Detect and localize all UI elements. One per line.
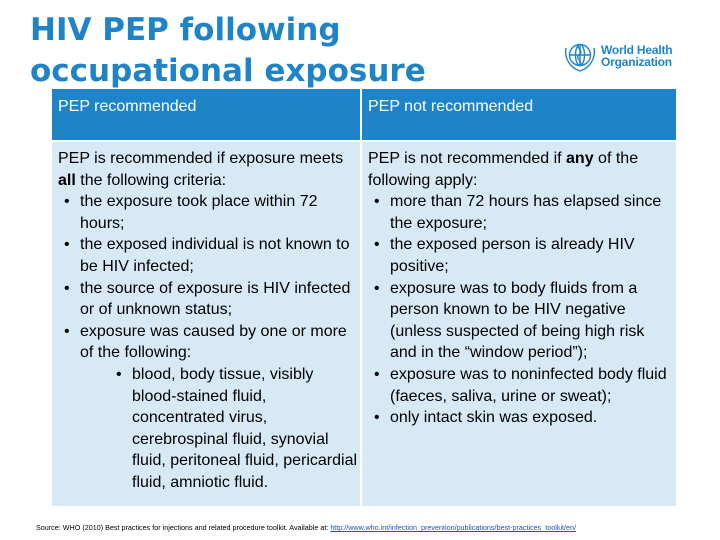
exclusion-intro-pre: PEP is not recommended if [368, 150, 567, 167]
list-item: • the exposure took place within 72 hours; [58, 191, 360, 234]
list-item: • more than 72 hours has elapsed since the exposure; [368, 191, 670, 234]
list-item: • the exposed person is already HIV positive; [368, 234, 670, 277]
source-link[interactable]: http://www.who.int/infection_prevention/publications/best-practices_toolkit/en/ [330, 523, 577, 532]
criteria-intro [58, 148, 360, 191]
exclusion-list [368, 191, 670, 429]
header-pep-recommended: PEP recommended [52, 89, 362, 140]
who-wordmark-line1: World Health [601, 43, 673, 57]
pep-table [52, 89, 676, 506]
list-item: • only intact skin was exposed. [368, 407, 670, 429]
list-item-text: exposure was caused by one or more of the following: [80, 322, 347, 362]
source-citation [36, 523, 576, 532]
criteria-list [58, 191, 360, 493]
sub-criteria-list [80, 364, 360, 494]
header-pep-not-recommended: PEP not recommended [362, 89, 676, 140]
list-item: • exposure was to body fluids from a person known to be HIV negative (unless suspected of being high risk and in the “window period”); [368, 278, 670, 364]
who-wordmark-line2: Organization [601, 55, 672, 69]
cell-pep-not-recommended [362, 140, 676, 506]
criteria-intro-post: the following criteria: [75, 171, 227, 189]
sub-list-item: • blood, body tissue, visibly blood-stained fluid, concentrated virus, cerebrospinal fluid, synovial fluid, peritoneal fluid, pericardial fluid, amniotic fluid. [110, 364, 360, 494]
criteria-intro-pre: PEP is recommended if exposure meets [58, 150, 344, 167]
list-item: • the exposed individual is not known to be HIV infected; [58, 234, 360, 277]
who-wordmark [601, 44, 672, 68]
cell-pep-recommended [52, 140, 362, 506]
list-item: • exposure was to noninfected body fluid (faeces, saliva, urine or sweat); [368, 364, 670, 407]
slide-title: HIV PEP following occupational exposure [30, 12, 426, 89]
exclusion-intro-emphasis: any [566, 150, 594, 167]
exclusion-intro [368, 148, 670, 191]
source-text: Source: WHO (2010) Best practices for injections and related procedure toolkit. Available at: [36, 523, 331, 532]
exclusion-intro-post: of the following apply: [368, 150, 639, 189]
criteria-intro-emphasis: all [58, 171, 76, 189]
list-item: • the source of exposure is HIV infected or of unknown status; [58, 278, 360, 321]
who-emblem-icon [562, 38, 598, 74]
list-item [58, 321, 360, 494]
who-logo [562, 38, 672, 74]
